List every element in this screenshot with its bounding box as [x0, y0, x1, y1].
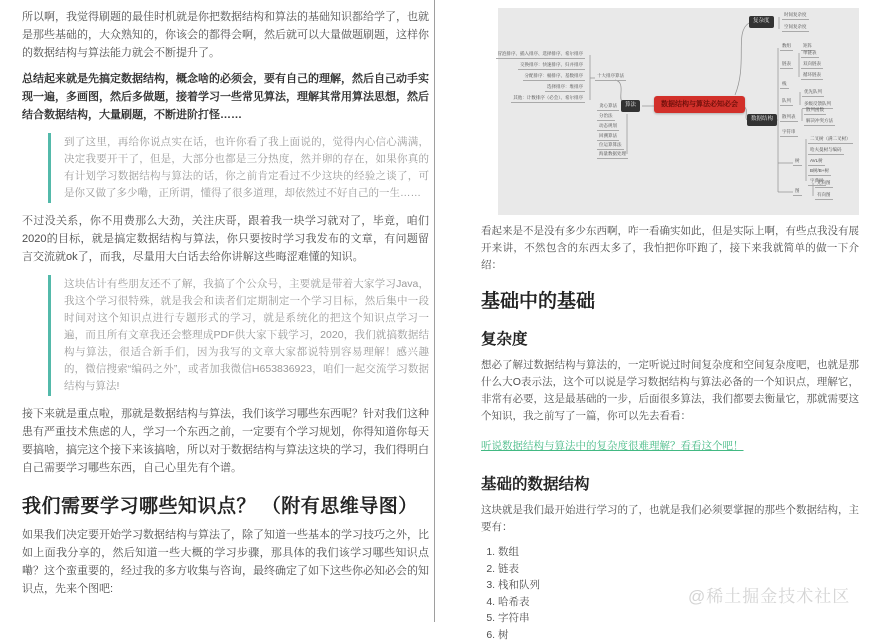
mindmap-label: 单链表 — [801, 50, 819, 58]
mindmap-label: 无向图 — [815, 180, 833, 188]
quote-text: 到了这里，再给你说点实在话，也许你看了我上面说的，觉得内心信心满满，决定我要开干了，但是，大部分也都是三分热度，然并卵的存在，如果你真的有计划学习数据结构与算法的话，你之前肯定看过不少这块的经验之谈了，可是你又做了多少嘞，正所谓，懂得了很多道理，却依然过不好自己的一生…… — [64, 134, 429, 202]
list-item: 3. 栈和队列 — [498, 577, 859, 594]
mindmap-node-complexity: 复杂度 — [749, 16, 774, 28]
mindmap-label-group: 数组 — [780, 43, 793, 51]
mindmap-label: 哈夫曼树与编码 — [808, 147, 844, 155]
paragraph: 这块就是我们最开始进行学习的了，也就是我们必须要掌握的那些个数据结构，主要有： — [481, 502, 859, 536]
quote-block — [48, 275, 429, 396]
mindmap-center-node: 数据结构与算法必知必会 — [654, 96, 745, 113]
mindmap-label-group: 栈 — [780, 81, 789, 89]
paragraph: 所以啊，我觉得刷题的最佳时机就是你把数据结构和算法的基础知识都给学了，也就是那些基础的，大众熟知的，你该会的都得会啊，然后就可以大量做题刷题，这样你的数据结构与算法能力就会不断提升了。 — [22, 8, 429, 62]
mindmap-label: 多级反馈队列 — [802, 101, 833, 109]
mindmap-label: AVL树 — [808, 158, 825, 166]
mindmap-label: 解决冲突方法 — [804, 118, 835, 126]
mindmap-node-algorithm: 算法 — [621, 100, 640, 112]
mindmap-label: 时间复杂度 — [782, 12, 809, 20]
mindmap-label: 回溯算法 — [597, 133, 619, 141]
paragraph: 想必了解过数据结构与算法的，一定听说过时间复杂度和空间复杂度吧，也就是那什么大O表示法，这个可以说是学习数据结构与算法必备的一个知识点，理解它，非常有必要，这是最基础的一步，后面很多算法，我们都要去衡量它，那就需要这个知识，我之前写了一篇，你可以先去看看： — [481, 357, 859, 425]
section-heading: 我们需要学习哪些知识点？ （附有思维导图） — [22, 491, 429, 518]
mindmap-label: 有向图 — [815, 192, 833, 200]
mindmap-label-group: 链表 — [780, 61, 793, 69]
mindmap-label: 动态规划 — [597, 123, 619, 131]
paragraph: 如果我们决定要开始学习数据结构与算法了，除了知道一些基本的学习技巧之外，比如上面我分享的，然后知道一些大概的学习步骤，那具体的我们该学习哪些知识点嘞？这个蛮重要的，经过我的多方收集与咨询，最终确定了如下这些你必知必会的知识点，先来个图吧: — [22, 526, 429, 598]
complexity-article-link[interactable]: 听说数据结构与算法中的复杂度很难理解？看看这个吧！ — [481, 438, 744, 453]
mindmap-label: 双向链表 — [801, 61, 823, 69]
paragraph: 看起来是不是没有多少东西啊，咋一看确实如此，但是实际上啊，有些点我没有展开来讲，不然包含的东西太多了，我怕把你吓跑了，接下来我就简单的做一下介绍： — [481, 223, 859, 274]
watermark: @稀土掘金技术社区 — [688, 582, 850, 607]
mindmap-label: 贪心算法 — [597, 103, 619, 111]
mindmap-label: 分治法 — [597, 113, 615, 121]
article-column-left — [22, 0, 429, 606]
list-item: 2. 链表 — [498, 561, 859, 578]
mindmap-node-structures: 数据结构 — [747, 114, 777, 126]
paragraph-bold: 总结起来就是先搞定数据结构，概念啥的必须会，要有自己的理解，然后自己动手实现一遍，多画图，然后多做题，接着学习一些常见算法，理解其常用算法思想，然后结合数据结构，大量刷题，不断进阶打怪…… — [22, 70, 429, 124]
quote-block — [48, 133, 429, 203]
mindmap-label: 二叉树（满二叉树） — [808, 136, 853, 144]
mindmap-label: 海量数据处理 — [597, 151, 628, 159]
mindmap-label: 分配排序：桶排序、基数排序 — [523, 73, 586, 81]
mindmap-label: 空间复杂度 — [782, 24, 809, 32]
mindmap-label: 矩阵 — [801, 43, 814, 51]
mindmap-label: 字典树 — [808, 178, 826, 186]
mindmap-label-group: 图 — [793, 188, 802, 196]
mindmap-label-group: 散列表 — [780, 114, 798, 122]
mindmap-label: 冒泡排序、插入排序、选择排序、希尔排序 — [496, 51, 586, 59]
subsection-heading: 基础的数据结构 — [481, 472, 859, 494]
list-item: 1. 数组 — [498, 544, 859, 561]
mindmap-label: 其他：计数排序（必会）、希尔排序 — [511, 95, 585, 103]
mindmap-label: 循环链表 — [801, 72, 823, 80]
subsection-heading: 复杂度 — [481, 327, 859, 349]
mindmap-label-group: 树 — [793, 158, 802, 166]
mindmap-label: 优先队列 — [802, 89, 824, 97]
mindmap-label: 选择排序：堆排序 — [545, 84, 585, 92]
mindmap-label-sort: 十大排序算法 — [595, 73, 626, 81]
mindmap-label: 交换排序：快速排序、归并排序 — [518, 62, 585, 70]
mindmap-label-group: 字符串 — [780, 129, 798, 137]
mindmap-label: 位运算算法 — [597, 142, 624, 150]
mindmap-label: B树/B+树 — [808, 168, 831, 176]
column-divider — [434, 0, 435, 622]
mindmap-label-group: 队列 — [780, 98, 793, 106]
list-item: 4. 哈希表 — [498, 594, 859, 611]
quote-text: 这块估计有些朋友还不了解，我搞了个公众号，主要就是带着大家学习Java，我这个学习很特殊，就是我会和读者们定期制定一个学习目标，然后集中一段时间对这个知识点进行专题形式的学习，就是系统化的把这个知识点学习一遍，而且所有文章我还会整理成PDF供大家下载学习，2020，我们就搞数据结构与算法，很适合新手们，因为我写的文章大家都说特别容易理解！感兴趣的，微信搜索“编码之外”，或者加我微信H653836923，咱们一起交流学习数据结构与算法! — [64, 276, 429, 395]
section-heading: 基础中的基础 — [481, 286, 859, 313]
list-item: 6. 树 — [498, 627, 859, 643]
mindmap-label: 散列函数 — [804, 107, 826, 115]
article-column-right — [481, 0, 859, 643]
paragraph: 不过没关系，你不用费那么大劲，关注庆哥，跟着我一块学习就对了，毕竟，咱们2020的目标，就是搞定数据结构与算法，你只要按时学习我发布的文章，有问题留言交流就ok了，而我，尽量用大白话去给你讲解这些晦涩难懂的知识。 — [22, 212, 429, 266]
mindmap-figure[interactable] — [498, 8, 859, 215]
list-item: 5. 字符串 — [498, 610, 859, 627]
paragraph: 接下来就是重点啦，那就是数据结构与算法，我们该学习哪些东西呢？针对我们这种患有严重技术焦虑的人，学习一个东西之前，一定要有个学习规划，你得知道你每天要搞啥，搞完这个接下来该搞啥，所以对于数据结构与算法这块的学习，我们得明白自己需要学习哪些东西，自己心里先有个谱。 — [22, 405, 429, 477]
